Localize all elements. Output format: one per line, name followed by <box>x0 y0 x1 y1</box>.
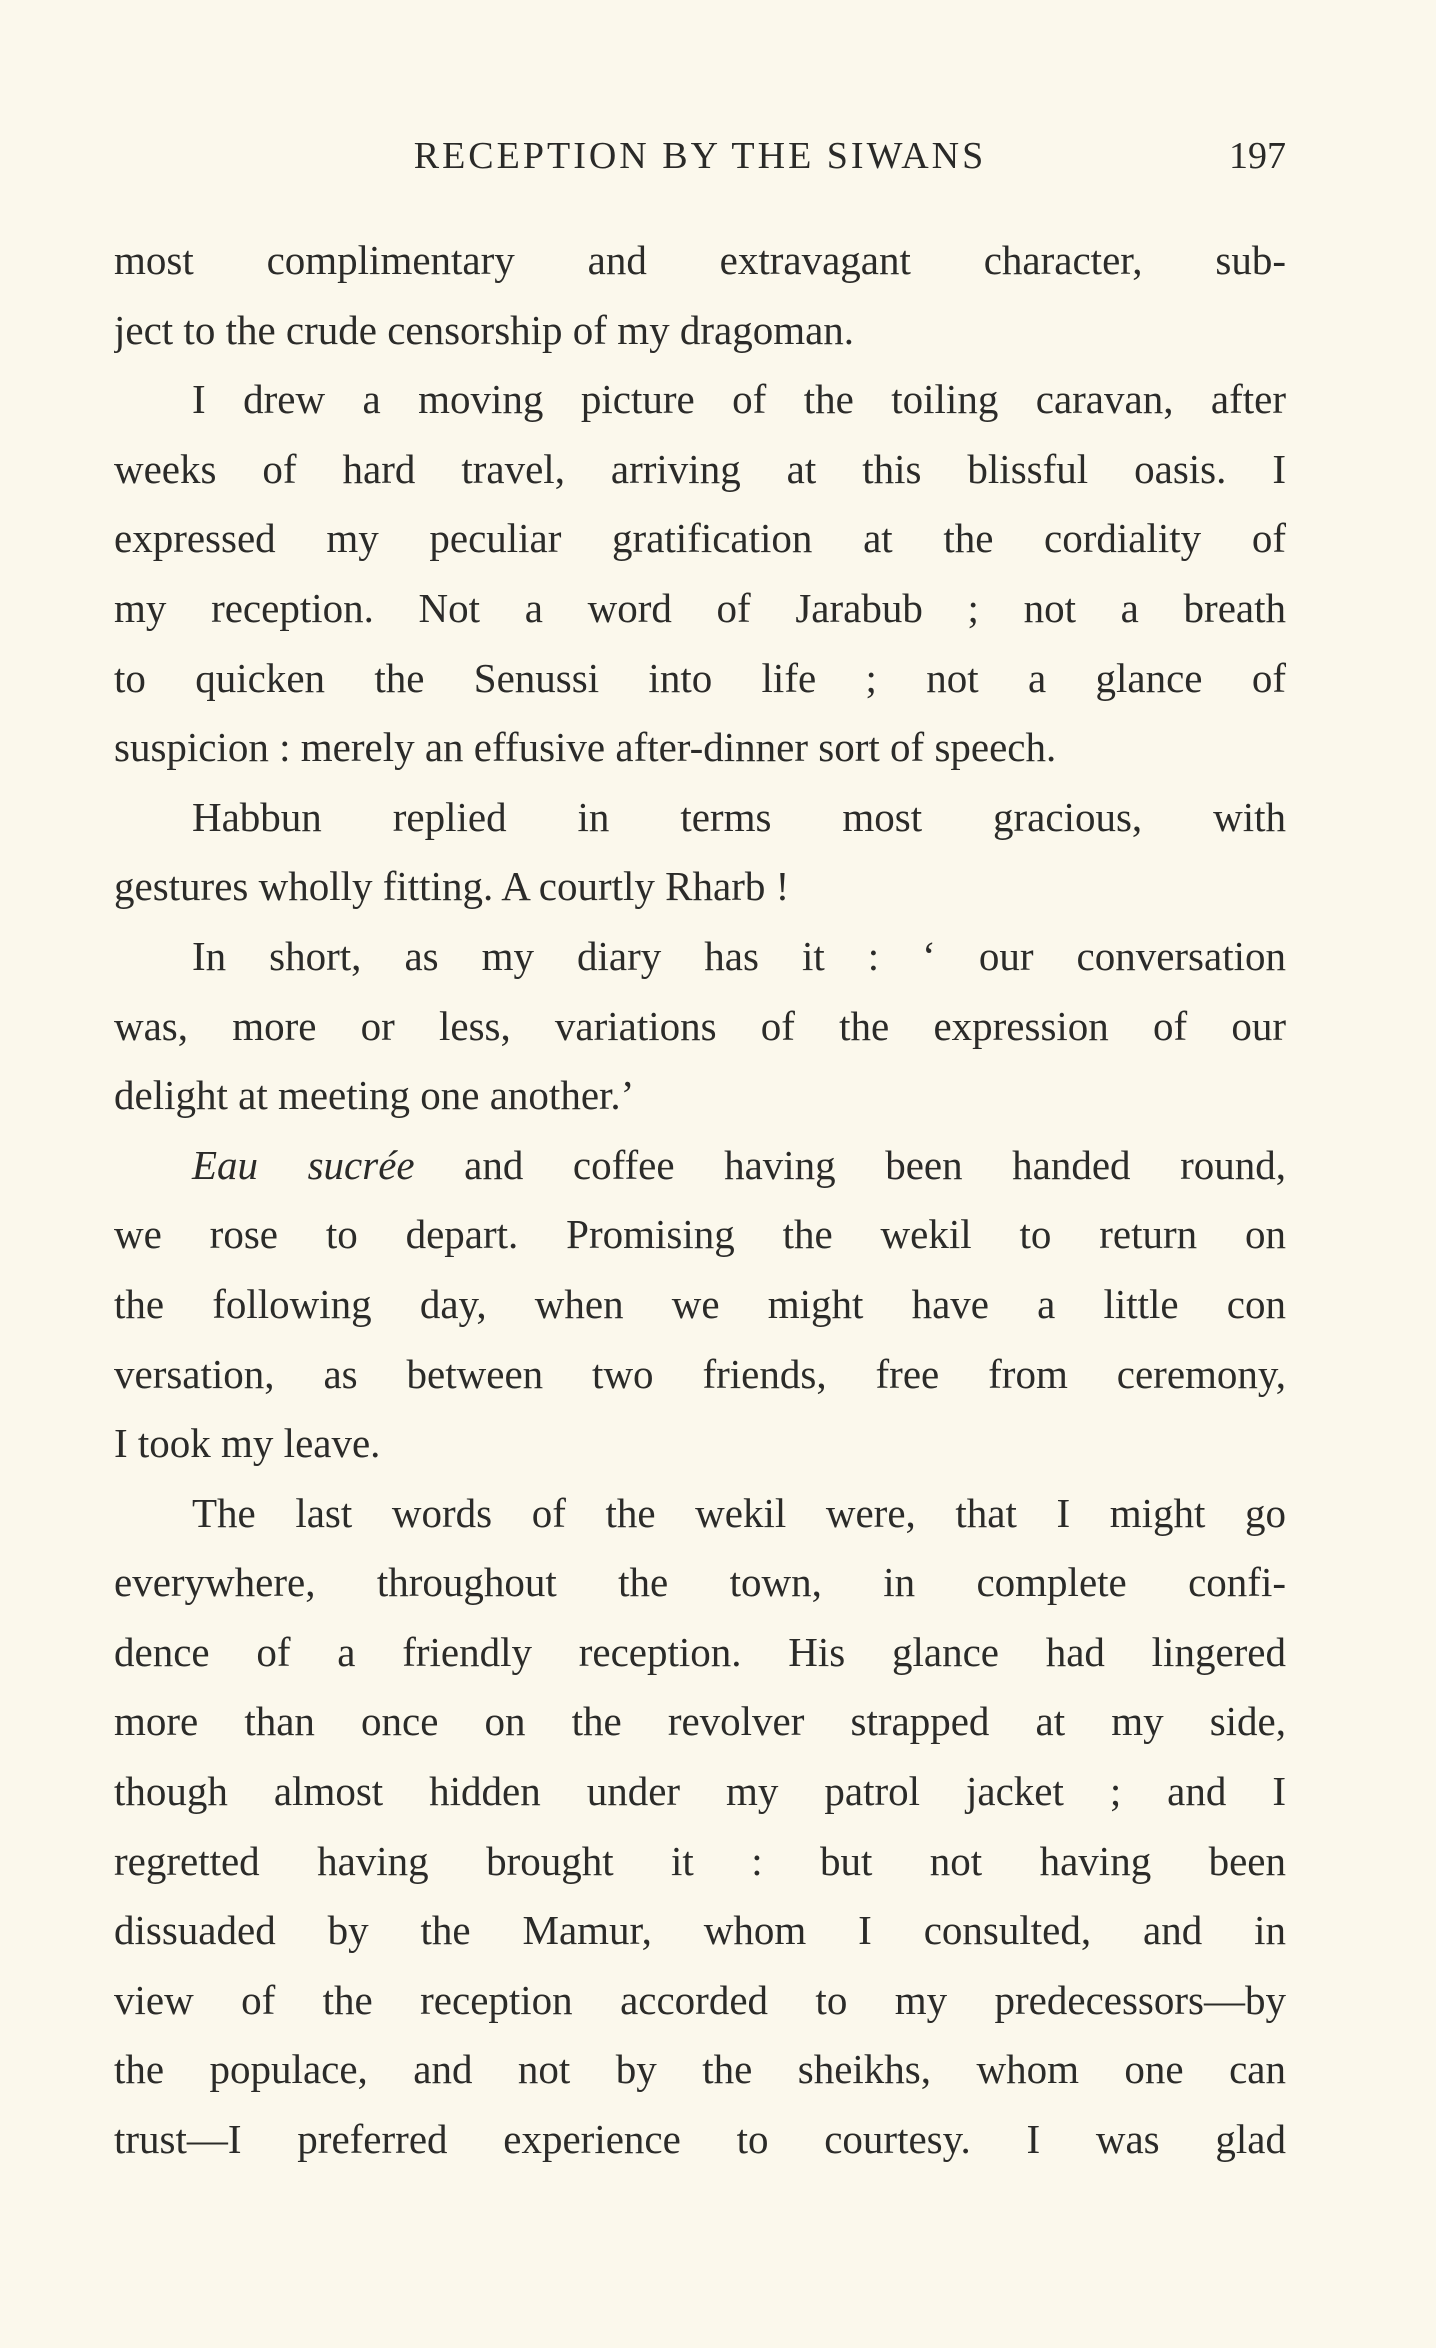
text-line: I took my leave. <box>114 1420 381 1467</box>
text-line: my reception. Not a word of Jarabub ; not a breath <box>114 584 1286 631</box>
text-line: expressed my peculiar gratification at the cordiality of <box>114 515 1286 562</box>
text-line: the following day, when we might have a little con <box>114 1280 1286 1327</box>
text-line: most complimentary and extravagant character, sub- <box>114 237 1286 283</box>
text-line: versation, as between two friends, free from ceremony, <box>114 1350 1286 1397</box>
text-line: more than once on the revolver strapped at my side, <box>114 1698 1286 1745</box>
text-line: the populace, and not by the sheikhs, whom one can <box>114 2046 1286 2093</box>
body-text <box>114 226 1286 2175</box>
text-line: view of the reception accorded to my predecessors—by <box>114 1976 1286 2023</box>
running-title: RECEPTION BY THE SIWANS <box>413 135 987 177</box>
text-line: to quicken the Senussi into life ; not a glance of <box>114 654 1286 701</box>
text-line: Habbun replied in terms most gracious, with <box>192 793 1286 840</box>
text-line: though almost hidden under my patrol jacket ; and I <box>114 1768 1286 1815</box>
text-line: weeks of hard travel, arriving at this blissful oasis. I <box>114 445 1286 492</box>
text-line: The last words of the wekil were, that I might go <box>192 1489 1286 1536</box>
text-line: dence of a friendly reception. His glance had lingered <box>114 1628 1286 1675</box>
text-line: was, more or less, variations of the expression of our <box>114 1002 1286 1049</box>
text-line: ject to the crude censorship of my dragoman. <box>114 306 855 353</box>
text-line: gestures wholly fitting. A courtly Rharb ! <box>114 863 790 910</box>
text-line: dissuaded by the Mamur, whom I consulted, and in <box>114 1907 1286 1954</box>
text-line: we rose to depart. Promising the wekil to return on <box>114 1211 1286 1258</box>
text-line: regretted having brought it : but not having been <box>114 1837 1286 1884</box>
text-line: trust—I preferred experience to courtesy. I was glad <box>114 2116 1286 2163</box>
text-line: suspicion : merely an effusive after-dinner sort of speech. <box>114 724 1057 771</box>
text-line <box>114 1131 1286 1201</box>
text-line: delight at meeting one another.’ <box>114 1072 635 1119</box>
page-number: 197 <box>1229 135 1286 177</box>
text-line: In short, as my diary has it : ‘ our conversation <box>192 932 1286 979</box>
line-text: and coffee having been handed round, <box>464 1141 1286 1188</box>
italic-phrase: Eau sucrée <box>192 1141 415 1188</box>
text-line: everywhere, throughout the town, in complete confi- <box>114 1559 1286 1606</box>
running-head <box>114 134 1286 184</box>
text-line: I drew a moving picture of the toiling caravan, after <box>192 376 1286 423</box>
